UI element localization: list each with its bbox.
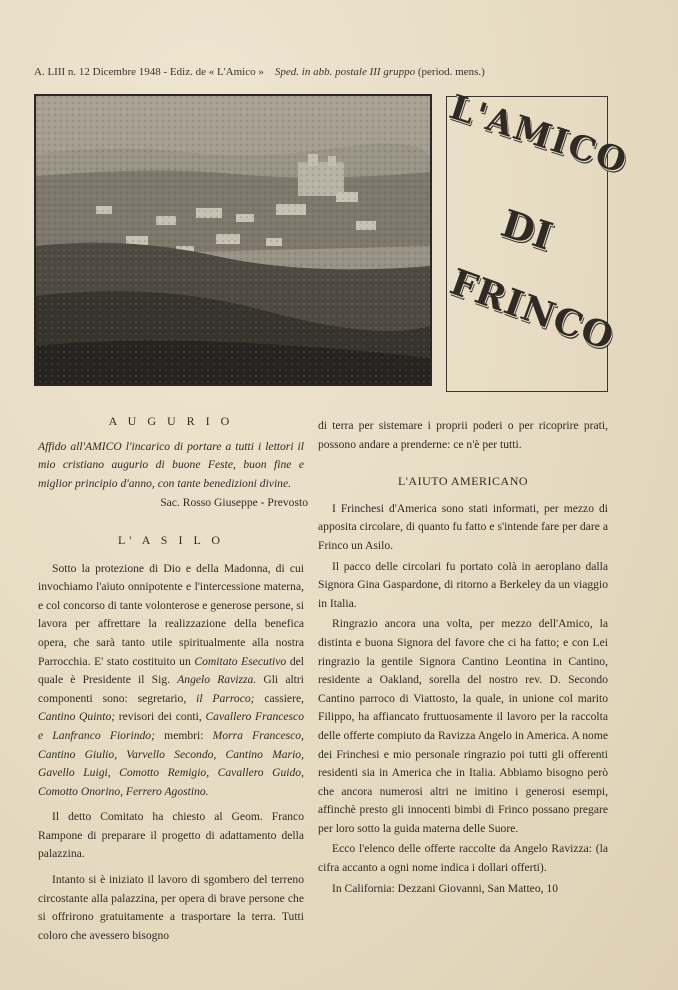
augurio-signature: Sac. Rosso Giuseppe - Prevosto — [160, 496, 308, 510]
periodicity: (period. mens.) — [417, 66, 485, 78]
asilo-title: L' A S I L O — [117, 532, 225, 547]
augurio-title: A U G U R I O — [108, 414, 234, 428]
text-run: Sotto la protezione di Dio e della Madonna, di cui invochiamo l'aiuto onnipotente e l'intercessione materna, e col concorso di tante volonterose e generose persone, si lavora per affrettare la realizzazione della benefica opera, che sarà tanto utile spiritualmente alla nostra Parrocchia. E' stato costituito un — [38, 561, 304, 668]
aiuto-title: L'AIUTO AMERICANO — [397, 474, 529, 489]
postal-info: Sped. in abb. postale III gruppo — [274, 66, 416, 78]
aiuto-paragraph-1: I Frinchesi d'America sono stati informati, per mezzo di apposita circolare, di quanto fu fatto e s'intende fare per dare a Frinco un Asilo. — [318, 501, 608, 552]
masthead-line-3: FRINCO — [444, 260, 620, 359]
left-column — [38, 412, 308, 945]
town-photo — [34, 94, 432, 386]
masthead-line-1: L'AMICO — [444, 87, 633, 183]
issue-header — [34, 66, 624, 78]
text-run-italic: Cantino Quinto; — [38, 710, 116, 724]
masthead-line-2: DI — [495, 200, 559, 259]
text-run: del quale è Presidente il Sig. — [38, 654, 304, 687]
right-column — [318, 417, 608, 898]
asilo-paragraph-3: Intanto si è iniziato il lavoro di sgombero del terreno circostante alla palazzina, per opera di brave persone che si offrirono gratuitamente a trasportare la terra. Tutti coloro che avessero bisogno — [38, 873, 304, 942]
text-run-italic: Cavallero Francesco e Lanfranco Fiorindo; — [38, 710, 304, 742]
aiuto-paragraph-5: In California: Dezzani Giovanni, San Matteo, 10 — [332, 881, 559, 895]
issue-info: A. LIII n. 12 Dicembre 1948 - Ediz. de « L'Amico » — [34, 66, 264, 78]
text-run: Gli altri componenti sono: segretario, — [38, 673, 304, 705]
asilo-paragraph-1 — [38, 560, 304, 802]
aiuto-paragraph-3: Ringrazio ancora una volta, per mezzo dell'Amico, la distinta e buona Signora del favore che ci ha fatto; e con Lei ringrazio la gentile Signora Cantino Leontina in Cantino, residente a Oakland, sorella del nostro rev. D. Secondo Cantino parroco di Viattosto, la quale, in unione col marito Filippo, ha affiancato fruttuosamente il lavoro per la raccolta delle offerte compiuto da Ravizza Angelo in America. A nome dei Frinchesi e mio personale ringrazio poi tutti gli offerenti residenti sia in America che in Italia. Abbiamo bisogno però che ancora numerosi altri ne imitino i generosi esempi, affinchè presto gli innocenti bimbi di Frinco possano pregare per loro sotto la guida materna delle Suore. — [318, 617, 608, 835]
text-run-italic: Angelo Ravizza. — [177, 673, 257, 687]
text-run-italic: il Parroco; — [196, 691, 255, 705]
masthead-logo — [444, 87, 633, 392]
text-run-italic: Comitato Esecutivo — [194, 654, 287, 668]
text-run-italic: Morra Francesco, Cantino Giulio, Varvello Secondo, Cantino Mario, Gavello Luigi, Comotto Remigio, Cavallero Guido, Comotto Onorino, Ferrero Agostino. — [38, 728, 304, 798]
text-run: membri: — [154, 728, 213, 742]
asilo-paragraph-2: Il detto Comitato ha chiesto al Geom. Franco Rampone di preparare il progetto di adattamento della palazzina. — [38, 810, 304, 861]
aiuto-paragraph-2: Il pacco delle circolari fu portato colà in aeroplano dalla Signora Gina Gaspardone, di ritorno a Berkeley da un viaggio in Italia. — [318, 559, 608, 610]
continuation-paragraph: di terra per sistemare i proprii poderi o per ricoprire prati, possono andare a prenderne: ce n'è per tutti. — [318, 419, 608, 451]
aiuto-paragraph-4: Ecco l'elenco delle offerte raccolte da Angelo Ravizza: (la cifra accanto a ogni nome indica i dollari offerti). — [318, 842, 608, 875]
text-run: revisori dei conti, — [115, 710, 206, 724]
text-run: cassiere, — [254, 691, 304, 705]
augurio-text: Affido all'AMICO l'incarico di portare a tutti i lettori il mio cristiano augurio di buone Feste, buon fine e miglior principio d'anno, con tante benedizioni divine. — [38, 439, 304, 490]
